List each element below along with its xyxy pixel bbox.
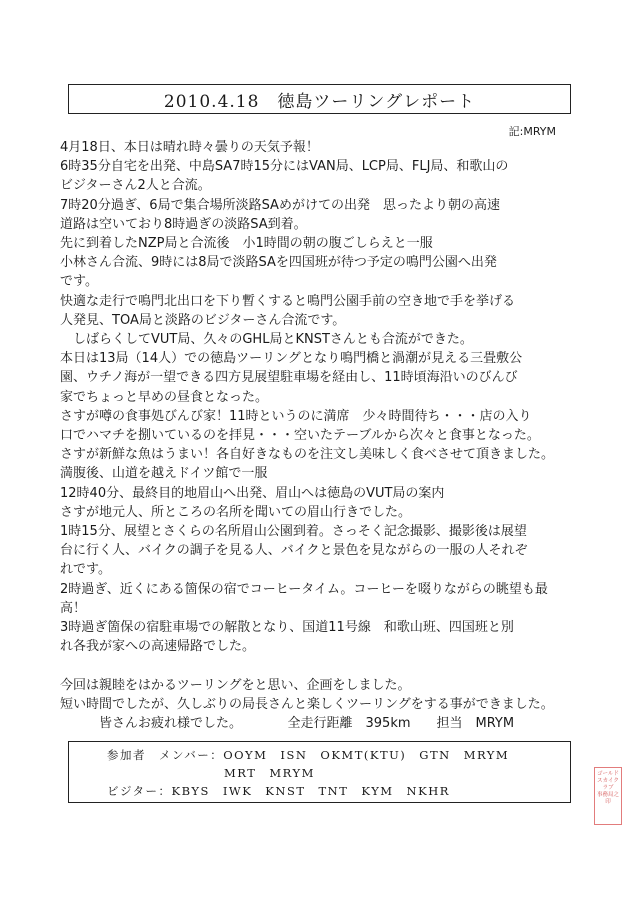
report-title-box — [68, 84, 571, 114]
body-line: 1時15分、展望とさくらの名所眉山公園到着。さっそく記念撮影、撮影後は展望 — [60, 524, 527, 540]
body-line: 園、ウチノ海が一望できる四方見展望駐車場を経由し、11時頃海沿いのびんび — [60, 370, 518, 386]
members-line-1: 参加者 メンバー：OOYM ISN OKMT(KTU) GTN MRYM — [107, 748, 510, 762]
body-line: 7時20分過ぎ、6局で集合場所淡路SAめがけての出発 思ったより朝の高速 — [60, 197, 500, 213]
body-line: 道路は空いており8時過ぎの淡路SA到着。 — [60, 216, 307, 232]
body-line: です。 — [60, 274, 98, 290]
author-credit: 記:MRYM — [508, 125, 556, 138]
club-seal-stamp — [594, 767, 622, 825]
body-line: しばらくしてVUT局、久々のGHL局とKNSTさんとも合流ができた。 — [60, 332, 473, 348]
body-line: 4月18日、本日は晴れ時々曇りの天気予報！ — [60, 140, 319, 155]
body-line: さすが噂の食事処びんび家！11時というのに満席 少々時間待ち・・・店の入り — [60, 408, 532, 424]
report-body — [60, 138, 588, 733]
body-line: 家でちょっと早めの昼食となった。 — [60, 389, 269, 405]
body-line: 6時35分自宅を出発、中島SA7時15分にはVAN局、LCP局、FLJ局、和歌山の — [60, 159, 509, 175]
body-line: 今回は親睦をはかるツーリングをと思い、企画をしました。 — [60, 677, 411, 693]
body-line: 台に行く人、バイクの調子を見る人、バイクと景色を見ながらの一服の人それぞ — [60, 543, 528, 559]
body-line: さすが地元人、所ところの名所を聞いての眉山行きでした。 — [60, 504, 412, 520]
stamp-text-3: 事務局之印 — [596, 792, 619, 805]
body-line: 短い時間でしたが、久しぶりの局長さんと楽しくツーリングをする事ができました。 — [60, 696, 554, 712]
body-line: 満腹後、山道を越えドイツ館で一服 — [60, 466, 268, 482]
body-line: 人発見、TOA局と淡路のビジターさん合流です。 — [60, 312, 346, 328]
body-line: 本日は13局（14人）での徳島ツーリングとなり鳴門橋と渦潮が見える三畳敷公 — [60, 351, 523, 367]
body-line — [60, 656, 588, 675]
body-line: 2時過ぎ、近くにある箇保の宿でコーヒータイム。コーヒーを啜りながらの眺望も最 — [60, 581, 548, 597]
body-line: 小林さん合流、9時には8局で淡路SAを四国班が待つ予定の鳴門公園へ出発 — [60, 255, 497, 271]
visitors-line: ビジター：KBYS IWK KNST TNT KYM NKHR — [107, 784, 450, 798]
participants-box — [68, 741, 571, 803]
body-line: れ各我が家への高速帰路でした。 — [60, 639, 256, 655]
body-line: 高！ — [60, 600, 87, 616]
body-line: ビジターさん2人と合流。 — [60, 178, 211, 194]
body-line: 3時過ぎ箇保の宿駐車場での解散となり、国道11号線 和歌山班、四国班と別 — [60, 620, 514, 636]
body-line: 先に到着したNZP局と合流後 小1時間の朝の腹ごしらえと一服 — [60, 236, 433, 252]
body-line: 口でハマチを捌いているのを拝見・・・空いたテーブルから次々と食事となった。 — [60, 428, 540, 444]
body-line: さすが新鮮な魚はうまい！各自好きなものを注文し美味しく食べさせて頂きました。 — [60, 447, 555, 463]
members-line-2: MRT MRYM — [107, 766, 315, 780]
body-line: 快適な走行で鳴門北出口を下り暫くすると鳴門公園手前の空き地で手を挙げる — [60, 293, 516, 309]
report-title: 2010.4.18 徳島ツーリングレポート — [163, 91, 476, 112]
body-line: 皆さんお疲れ様でした。 全走行距離 395km 担当 MRYM — [60, 716, 515, 732]
stamp-text-2: スカイクラブ — [597, 778, 619, 791]
stamp-text-1: ゴールド — [597, 771, 619, 777]
body-line: れです。 — [60, 562, 111, 578]
body-line: 12時40分、最終目的地眉山へ出発、眉山へは徳島のVUT局の案内 — [60, 485, 445, 501]
